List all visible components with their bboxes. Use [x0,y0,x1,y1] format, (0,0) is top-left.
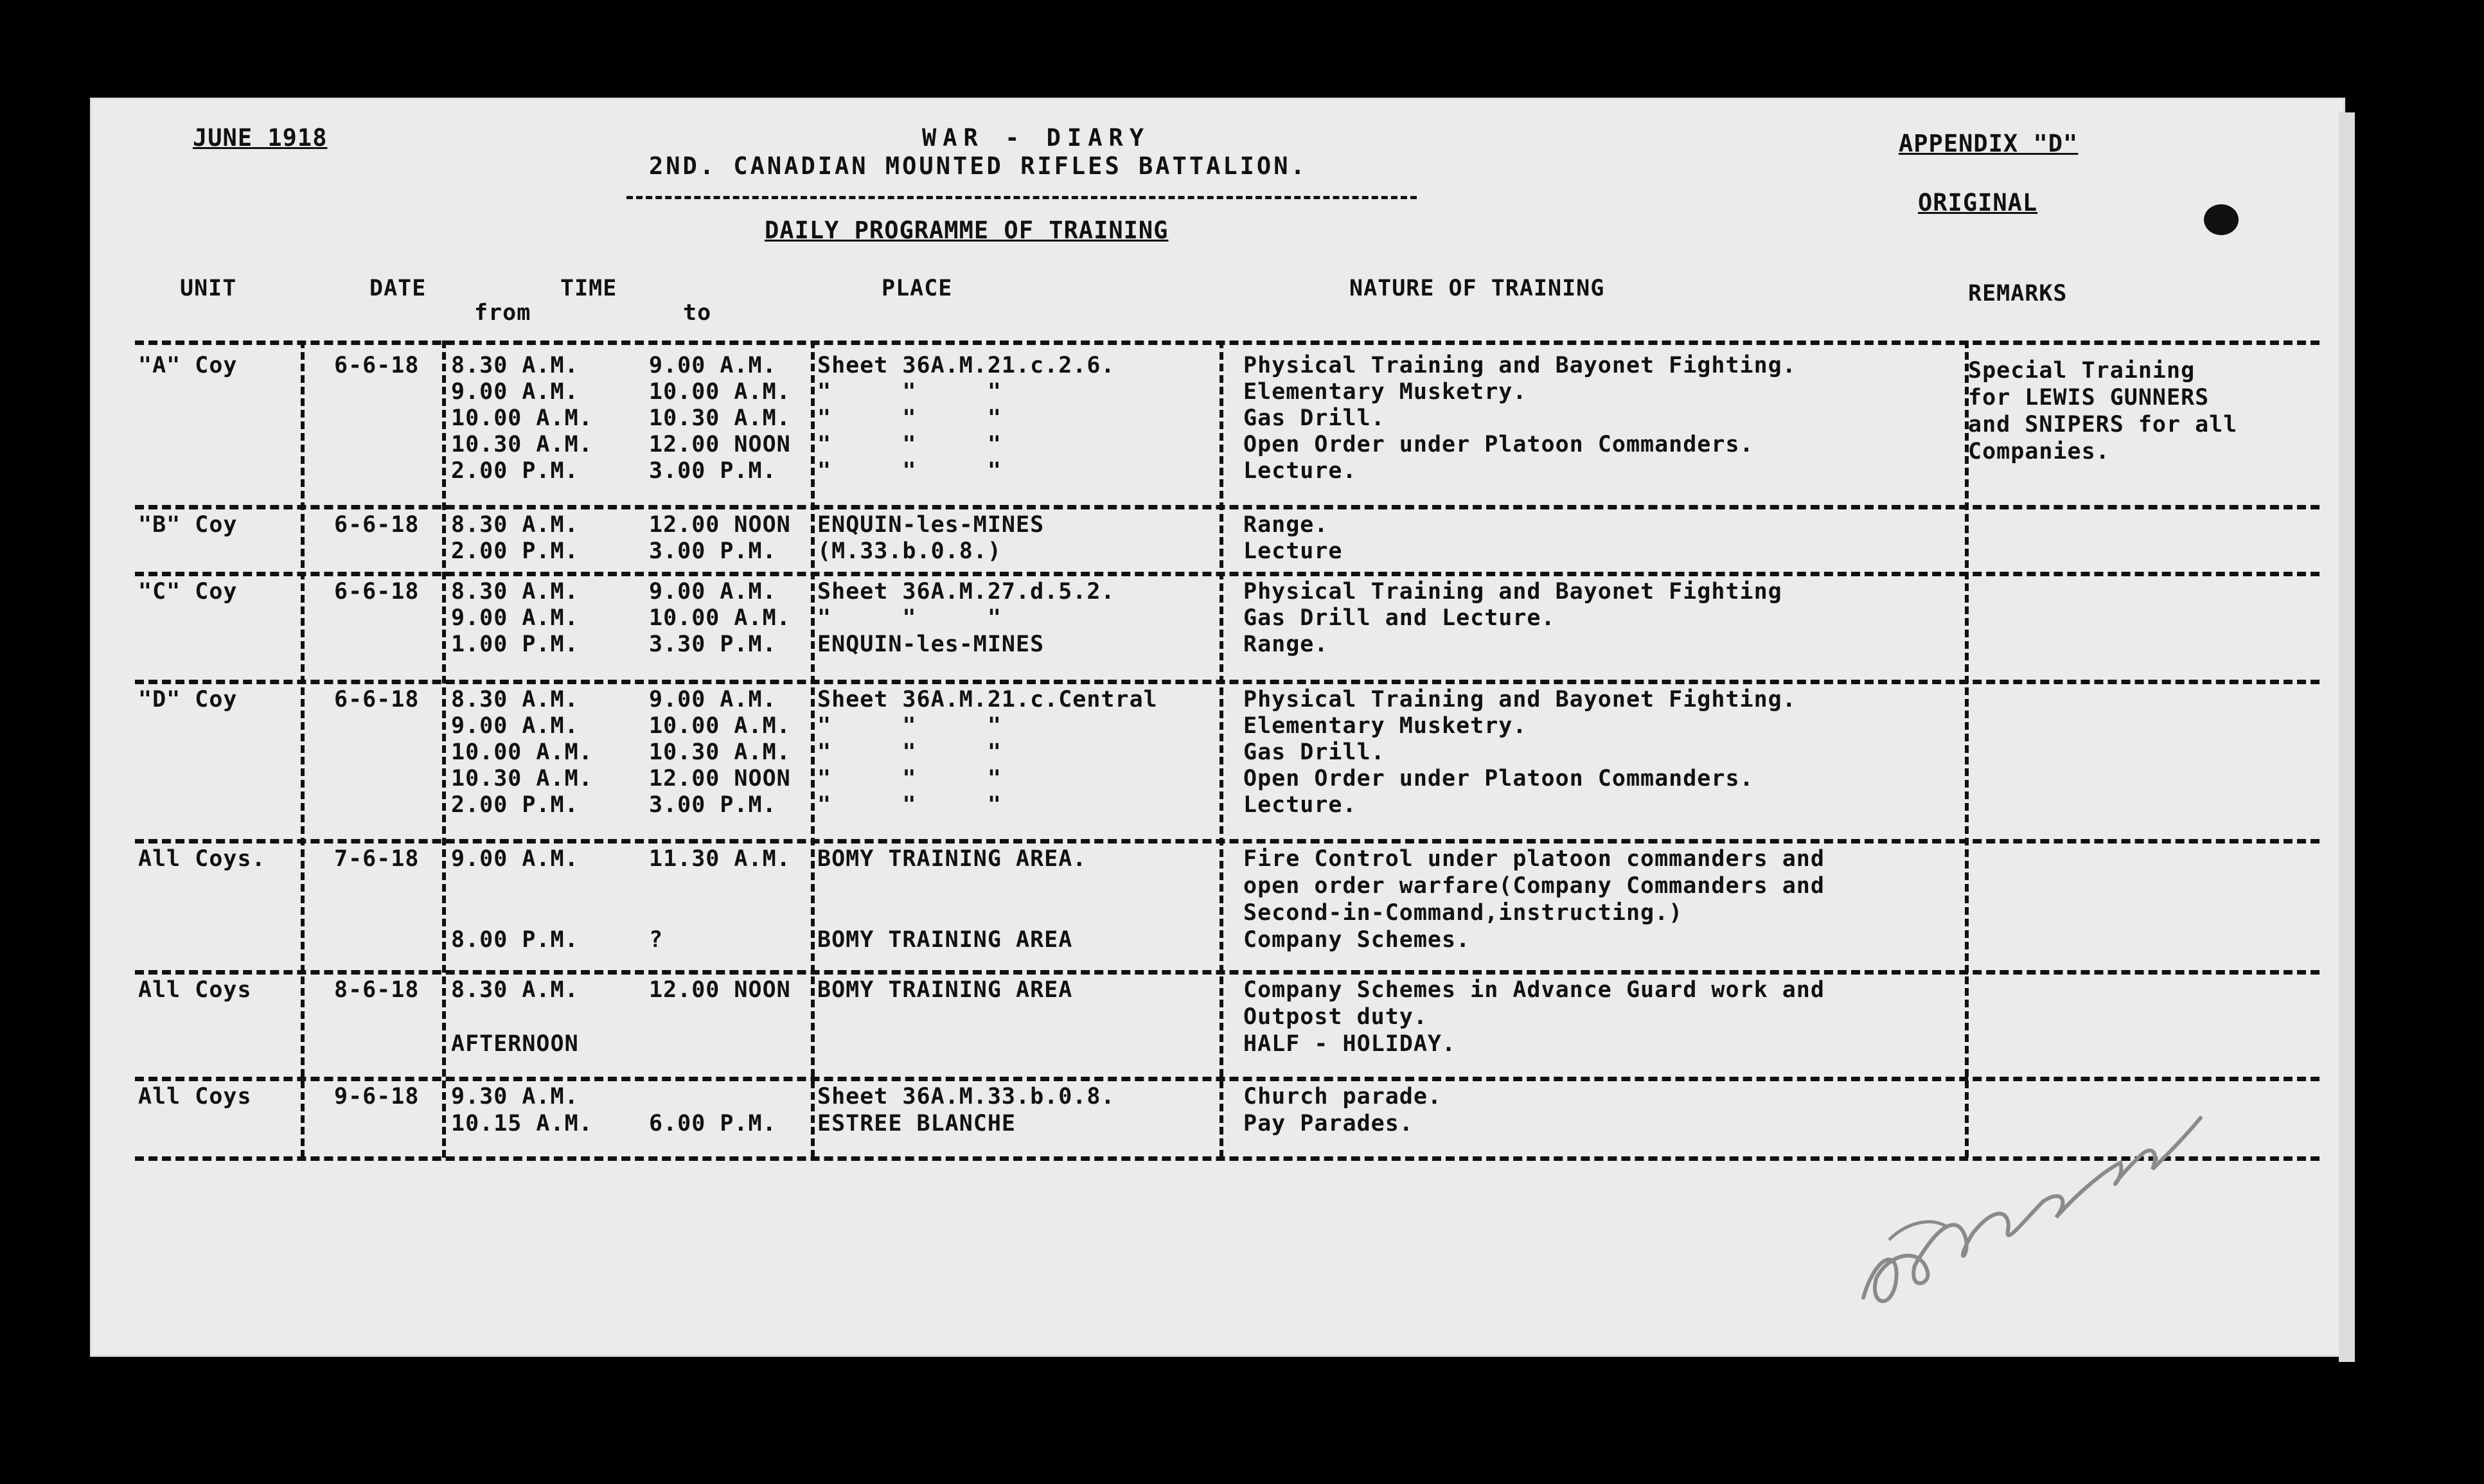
date-cell: 9-6-18 [334,1084,420,1109]
col-to: to [683,300,712,326]
time-from-cell: 10.00 A.M. [451,739,593,765]
nature-cell: Gas Drill. [1243,405,1385,431]
nature-cell: Gas Drill and Lecture. [1243,605,1556,631]
unit-cell: "B" Coy [138,512,238,538]
time-from-cell: 8.00 P.M. [451,927,579,953]
place-cell: ENQUIN-les-MINES [817,632,1045,657]
column-separator [301,340,305,1158]
place-cell: " " " [817,432,1002,457]
remarks-cell: Special Training [1968,358,2196,384]
time-to-cell: 3.00 P.M. [649,792,777,818]
time-from-cell: 8.30 A.M. [451,512,579,538]
time-from-cell: 9.00 A.M. [451,379,579,405]
nature-cell: HALF - HOLIDAY. [1243,1031,1457,1057]
time-to-cell: 10.30 A.M. [649,405,791,431]
place-cell: " " " [817,605,1002,631]
row-separator [135,1077,2320,1081]
place-cell: Sheet 36A.M.21.c.Central [817,687,1158,712]
original-label: ORIGINAL [1918,189,2038,216]
nature-cell: Gas Drill. [1243,739,1385,765]
date-cell: 8-6-18 [334,977,420,1003]
nature-cell: Lecture. [1243,458,1357,484]
time-from-cell: 9.30 A.M. [451,1084,579,1109]
nature-cell: Fire Control under platoon commanders and [1243,846,1825,872]
nature-cell: Company Schemes in Advance Guard work and [1243,977,1825,1003]
col-time: TIME [560,276,617,301]
time-to-cell: 9.00 A.M. [649,353,777,378]
nature-cell: Elementary Musketry. [1243,379,1527,405]
time-to-cell: 11.30 A.M. [649,846,791,872]
place-cell: " " " [817,792,1002,818]
unit-cell: All Coys [138,977,252,1003]
header-rule [626,196,1417,199]
date-cell: 6-6-18 [334,687,420,712]
time-to-cell: 9.00 A.M. [649,687,777,712]
place-cell: " " " [817,379,1002,405]
time-to-cell: 12.00 NOON [649,977,791,1003]
handwritten-signature [1850,1092,2210,1323]
unit-cell: "C" Coy [138,579,238,605]
time-to-cell: 3.00 P.M. [649,538,777,564]
time-from-cell: 2.00 P.M. [451,538,579,564]
place-cell: ENQUIN-les-MINES [817,512,1045,538]
time-from-cell: 9.00 A.M. [451,846,579,872]
nature-cell: open order warfare(Company Commanders and [1243,873,1825,899]
time-from-cell: 9.00 A.M. [451,605,579,631]
remarks-cell: Companies. [1968,439,2110,464]
row-separator [135,680,2320,684]
unit-cell: All Coys [138,1084,252,1109]
time-to-cell: 3.30 P.M. [649,632,777,657]
nature-cell: Range. [1243,512,1329,538]
place-cell: " " " [817,713,1002,739]
programme-title: DAILY PROGRAMME OF TRAINING [765,216,1169,244]
date-cell: 6-6-18 [334,353,420,378]
battalion-name: 2ND. CANADIAN MOUNTED RIFLES BATTALION. [649,152,1308,180]
time-from-cell: 8.30 A.M. [451,687,579,712]
place-cell: " " " [817,766,1002,791]
place-cell: BOMY TRAINING AREA [817,927,1073,953]
col-remarks: REMARKS [1968,281,2068,306]
diary-title: WAR - DIARY [922,124,1151,152]
time-to-cell: ? [649,927,664,953]
nature-cell: Elementary Musketry. [1243,713,1527,739]
place-cell: Sheet 36A.M.33.b.0.8. [817,1084,1115,1109]
time-to-cell: 3.00 P.M. [649,458,777,484]
unit-cell: "D" Coy [138,687,238,712]
date-cell: 6-6-18 [334,512,420,538]
row-separator [135,505,2320,509]
row-separator [135,839,2320,844]
row-separator [135,572,2320,576]
time-from-cell: 10.30 A.M. [451,766,593,791]
remarks-cell: and SNIPERS for all [1968,412,2238,437]
column-separator [442,340,446,1158]
time-from-cell: 10.00 A.M. [451,405,593,431]
date-cell: 7-6-18 [334,846,420,872]
date-cell: 6-6-18 [334,579,420,605]
col-from: from [474,300,531,326]
place-cell: Sheet 36A.M.27.d.5.2. [817,579,1115,605]
column-separator [1220,340,1223,1158]
row-separator [135,970,2320,975]
time-from-cell: 10.15 A.M. [451,1111,593,1136]
place-cell: " " " [817,458,1002,484]
col-place: PLACE [882,276,953,301]
nature-cell: Physical Training and Bayonet Fighting. [1243,687,1796,712]
column-separator [811,340,815,1158]
place-cell: " " " [817,405,1002,431]
nature-cell: Physical Training and Bayonet Fighting. [1243,353,1796,378]
nature-cell: Company Schemes. [1243,927,1471,953]
time-from-cell: 8.30 A.M. [451,353,579,378]
time-to-cell: 10.00 A.M. [649,605,791,631]
place-cell: BOMY TRAINING AREA [817,977,1073,1003]
nature-cell: Lecture [1243,538,1343,564]
nature-cell: Lecture. [1243,792,1357,818]
time-from-cell: 1.00 P.M. [451,632,579,657]
time-to-cell: 12.00 NOON [649,766,791,791]
place-cell: ESTREE BLANCHE [817,1111,1016,1136]
place-cell: (M.33.b.0.8.) [817,538,1002,564]
place-cell: Sheet 36A.M.21.c.2.6. [817,353,1115,378]
nature-cell: Second-in-Command,instructing.) [1243,900,1683,926]
place-cell: " " " [817,739,1002,765]
col-date: DATE [369,276,427,301]
remarks-cell: for LEWIS GUNNERS [1968,385,2210,411]
nature-cell: Church parade. [1243,1084,1442,1109]
nature-cell: Open Order under Platoon Commanders. [1243,766,1754,791]
time-to-cell: 10.00 A.M. [649,713,791,739]
nature-cell: Outpost duty. [1243,1004,1428,1030]
punch-hole [2204,204,2239,235]
nature-cell: Physical Training and Bayonet Fighting [1243,579,1782,605]
nature-cell: Pay Parades. [1243,1111,1414,1136]
col-nature: NATURE OF TRAINING [1349,276,1605,301]
time-to-cell: 12.00 NOON [649,432,791,457]
time-from-cell: 2.00 P.M. [451,458,579,484]
time-from-cell: 10.30 A.M. [451,432,593,457]
nature-cell: Range. [1243,632,1329,657]
appendix-label: APPENDIX "D" [1899,130,2079,157]
time-to-cell: 9.00 A.M. [649,579,777,605]
unit-cell: All Coys. [138,846,266,872]
diary-date: JUNE 1918 [193,124,328,152]
time-to-cell: 10.30 A.M. [649,739,791,765]
place-cell: BOMY TRAINING AREA. [817,846,1087,872]
time-from-cell: AFTERNOON [451,1031,579,1057]
time-to-cell: 10.00 A.M. [649,379,791,405]
col-unit: UNIT [180,276,237,301]
time-from-cell: 9.00 A.M. [451,713,579,739]
sheet-edge [2339,112,2355,1362]
time-from-cell: 2.00 P.M. [451,792,579,818]
row-separator [135,340,2320,345]
time-from-cell: 8.30 A.M. [451,977,579,1003]
time-from-cell: 8.30 A.M. [451,579,579,605]
nature-cell: Open Order under Platoon Commanders. [1243,432,1754,457]
time-to-cell: 12.00 NOON [649,512,791,538]
unit-cell: "A" Coy [138,353,238,378]
time-to-cell: 6.00 P.M. [649,1111,777,1136]
